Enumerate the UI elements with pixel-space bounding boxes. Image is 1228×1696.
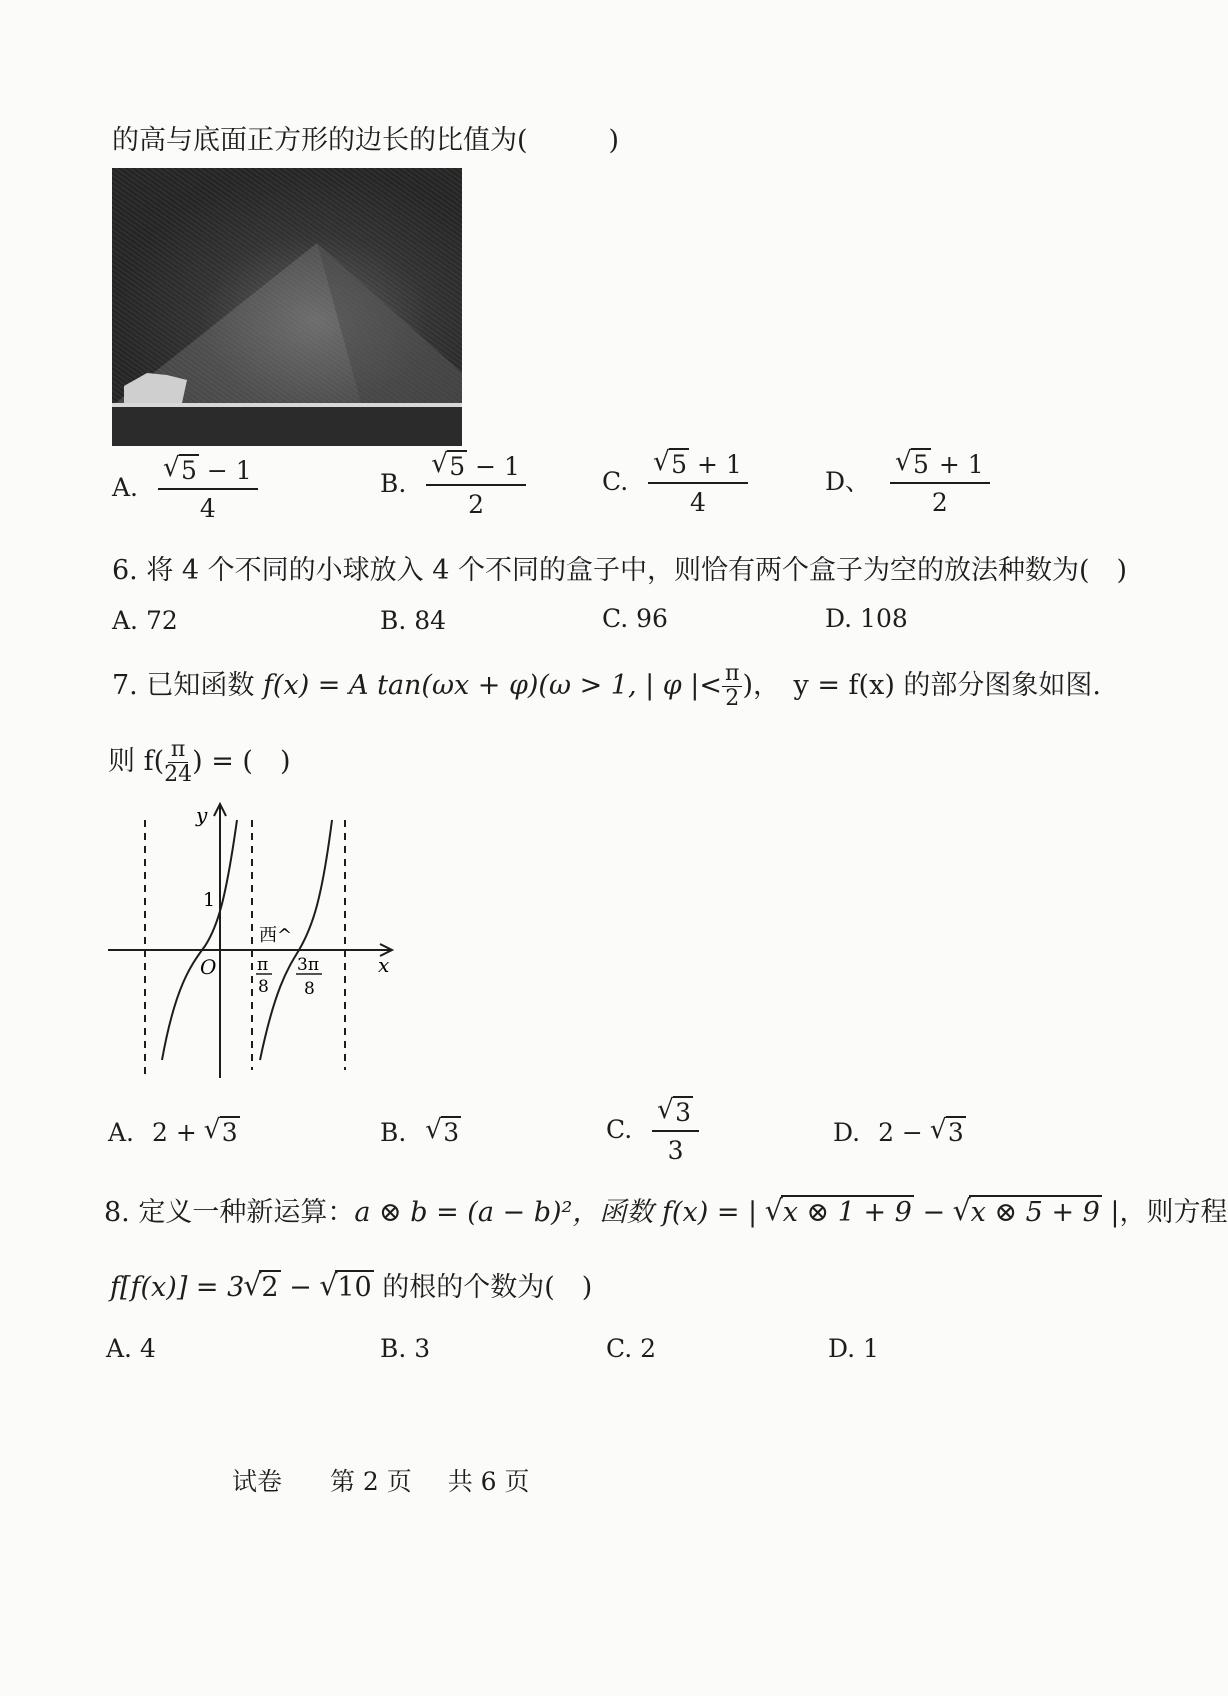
- tick-3pi8-den: 8: [304, 979, 315, 999]
- q7-stem-line1: 7. 已知函数 f(x) = A tan(ωx + φ)(ω > 1, | φ |< $\frac{\pi}{2}$ )， y = f(x) 的部分图象如图.: [112, 661, 1102, 712]
- q6-option-d[interactable]: D. 108: [825, 604, 908, 633]
- fraction: √ $\frac{5 + 1}{4}$: [648, 450, 748, 517]
- q5-intro: 的高与底面正方形的边长的比值为( ): [112, 125, 620, 156]
- q8-option-a[interactable]: A. 4: [106, 1334, 156, 1363]
- pi-over-2: $\frac{\pi}{2}$: [722, 662, 742, 711]
- q7-option-d[interactable]: D. 2 − √ 3: [833, 1118, 966, 1147]
- q7-stem-line2: 则 f( $\frac{\pi}{24}$ ) = ( ): [108, 737, 291, 788]
- footer-subject: 试卷: [232, 1467, 283, 1496]
- q6-option-c[interactable]: C. 96: [602, 604, 668, 633]
- fraction: √ $\frac{5 - 1}{4}$: [158, 456, 258, 523]
- q5-option-a[interactable]: A. √ $\frac{5 - 1}{4}$: [112, 456, 258, 523]
- tangent-graph: [100, 798, 410, 1088]
- q8-option-c[interactable]: C. 2: [606, 1334, 657, 1363]
- q8-option-d[interactable]: D. 1: [828, 1334, 879, 1363]
- q5-option-b[interactable]: B. √ $\frac{5 - 1}{2}$: [380, 452, 526, 519]
- q6-stem: 6. 将 4 个不同的小球放入 4 个不同的盒子中，则恰有两个盒子为空的放法种数为( ): [112, 555, 1128, 586]
- q5-option-c[interactable]: C. √ $\frac{5 + 1}{4}$: [602, 450, 748, 517]
- fraction: √ $\frac{5 - 1}{2}$: [426, 452, 526, 519]
- fraction: √ $\frac{3}{3}$: [652, 1098, 699, 1165]
- page-footer: [232, 1462, 530, 1498]
- q7-option-a[interactable]: A. 2 + √ 3: [108, 1118, 240, 1147]
- tick-3pi8-num: 3π: [297, 955, 319, 975]
- q8-option-b[interactable]: B. 3: [380, 1334, 431, 1363]
- q6-option-b[interactable]: B. 84: [380, 606, 447, 635]
- footer-total: 共 6 页: [447, 1467, 530, 1496]
- q7-option-c[interactable]: C. √ $\frac{3}{3}$: [606, 1098, 699, 1165]
- tick-pi8-num: π: [257, 955, 269, 975]
- pyramid-silhouette: [112, 168, 462, 446]
- tick-1-label: 1: [203, 889, 216, 911]
- q7-option-b[interactable]: B. √ 3: [380, 1118, 461, 1147]
- tick-pi8-den: 8: [258, 977, 269, 997]
- q8-stem-line1: 8. 定义一种新运算：a ⊗ b = (a − b)²，函数 f(x) = | √ x ⊗ 1 + 9 − √ x ⊗ 5 + 9 |，则方程: [104, 1190, 1228, 1229]
- fraction: √ $\frac{5 + 1}{2}$: [890, 450, 990, 517]
- x-label: x: [378, 953, 390, 977]
- q5-option-d[interactable]: D、 √ $\frac{5 + 1}{2}$: [825, 450, 990, 517]
- pi-over-24: $\frac{\pi}{24}$: [164, 737, 193, 788]
- tangent-branch-1: [162, 820, 237, 1060]
- y-label: y: [196, 803, 208, 827]
- q8-stem-line2: f[f(x)] = 3√ 2 − √ 10 的根的个数为( ): [110, 1265, 592, 1304]
- q6-option-a[interactable]: A. 72: [112, 606, 178, 635]
- origin-label: O: [200, 955, 217, 979]
- pyramid-photo: [112, 168, 462, 446]
- handwritten-mark: 西^: [259, 925, 293, 946]
- footer-page: 第 2 页: [329, 1467, 412, 1496]
